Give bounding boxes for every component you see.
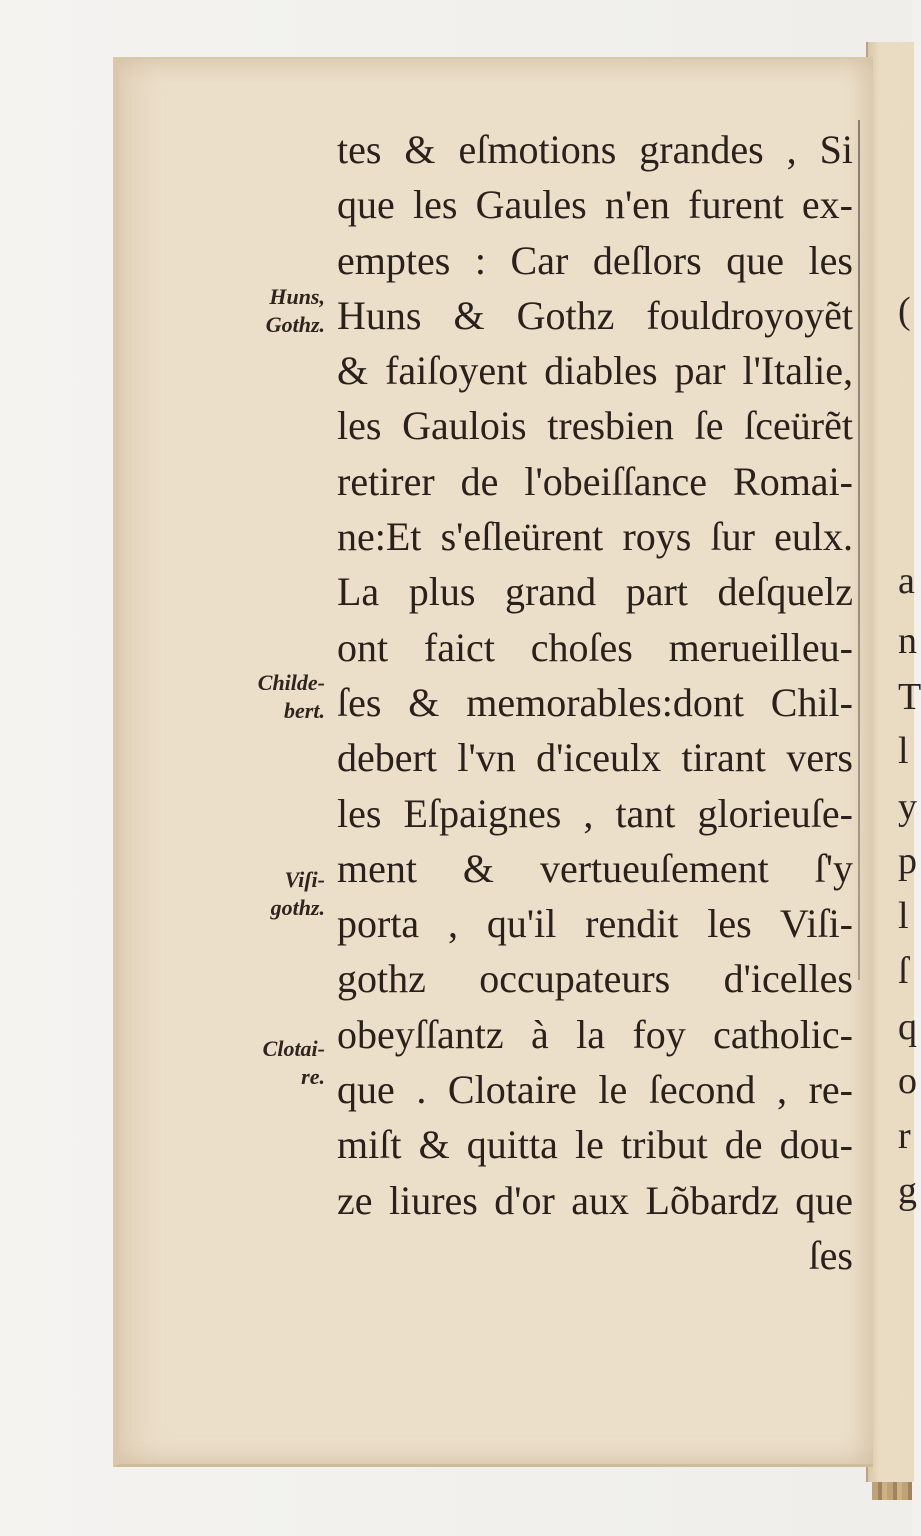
facing-page-fragment: a xyxy=(898,560,915,602)
text-line: retirer de l'obeiſſance Romai- xyxy=(337,458,853,504)
facing-page-fragment: r xyxy=(898,1115,911,1157)
marginal-note-line: Huns, xyxy=(269,284,325,309)
marginal-note-line: Viſi- xyxy=(284,867,325,892)
marginal-note-clotaire xyxy=(205,1035,325,1091)
text-line: La plus grand part deſquelz xyxy=(337,569,853,615)
text-line: emptes : Car deſlors que les xyxy=(337,237,853,283)
marginal-note-line: Gothz. xyxy=(265,312,325,337)
gutter-shadow-line xyxy=(858,120,860,980)
facing-page-fragment: y xyxy=(898,786,917,828)
facing-page-fragment: ( xyxy=(898,290,911,332)
facing-page-fragment: l xyxy=(898,895,909,937)
facing-page-fragment: l xyxy=(898,730,909,772)
text-line: les Gaulois tresbien ſe ſceürẽt xyxy=(337,403,853,449)
binding-threads xyxy=(872,1482,912,1500)
marginal-note-huns-gothz xyxy=(205,283,325,339)
marginal-note-line: Clotai- xyxy=(262,1036,325,1061)
facing-page-fragment: ſ xyxy=(898,950,909,992)
facing-page-fragment: q xyxy=(898,1006,917,1048)
text-line: ze liures d'or aux Lõbardz que xyxy=(337,1177,853,1223)
page-body-text xyxy=(337,122,853,1283)
marginal-note-line: gothz. xyxy=(270,895,325,920)
text-line: tes & eſmotions grandes , Si xyxy=(337,127,853,172)
text-line: Huns & Gothz fouldroyoyẽt xyxy=(337,292,853,338)
text-line: porta , qu'il rendit les Viſi- xyxy=(337,901,853,947)
facing-page-fragment: g xyxy=(898,1170,917,1212)
marginal-note-line: re. xyxy=(301,1064,325,1089)
text-line: les Eſpaignes , tant glorieuſe- xyxy=(337,790,853,836)
marginal-note-line: bert. xyxy=(284,698,325,723)
text-line: & faiſoyent diables par l'Italie, xyxy=(337,348,853,394)
text-line: ſes & memorables:dont Chil- xyxy=(337,679,853,725)
marginal-note-visigothz xyxy=(205,866,325,922)
marginal-note-childebert xyxy=(205,669,325,725)
text-line: que les Gaules n'en furent ex- xyxy=(337,182,853,228)
facing-page-fragment: T xyxy=(898,676,921,718)
text-line: ment & vertueuſement ſ'y xyxy=(337,845,853,891)
catchword: ſes xyxy=(808,1232,853,1278)
text-line: obeyſſantz à la foy catholic- xyxy=(337,1011,853,1057)
facing-page-edge xyxy=(866,42,921,1482)
facing-page-fragment: n xyxy=(898,620,917,662)
text-line: debert l'vn d'iceulx tirant vers xyxy=(337,735,853,781)
marginal-note-line: Childe- xyxy=(257,670,325,695)
text-line: ne:Et s'eſleürent roys ſur eulx. xyxy=(337,514,853,560)
text-line: miſt & quitta le tribut de dou- xyxy=(337,1122,853,1168)
facing-page-fragment: o xyxy=(898,1060,917,1102)
text-line: gothz occupateurs d'icelles xyxy=(337,956,853,1002)
facing-page-fragment: p xyxy=(898,840,917,882)
text-line: ont faict choſes merueilleu- xyxy=(337,624,853,670)
text-line: que . Clotaire le ſecond , re- xyxy=(337,1067,853,1113)
